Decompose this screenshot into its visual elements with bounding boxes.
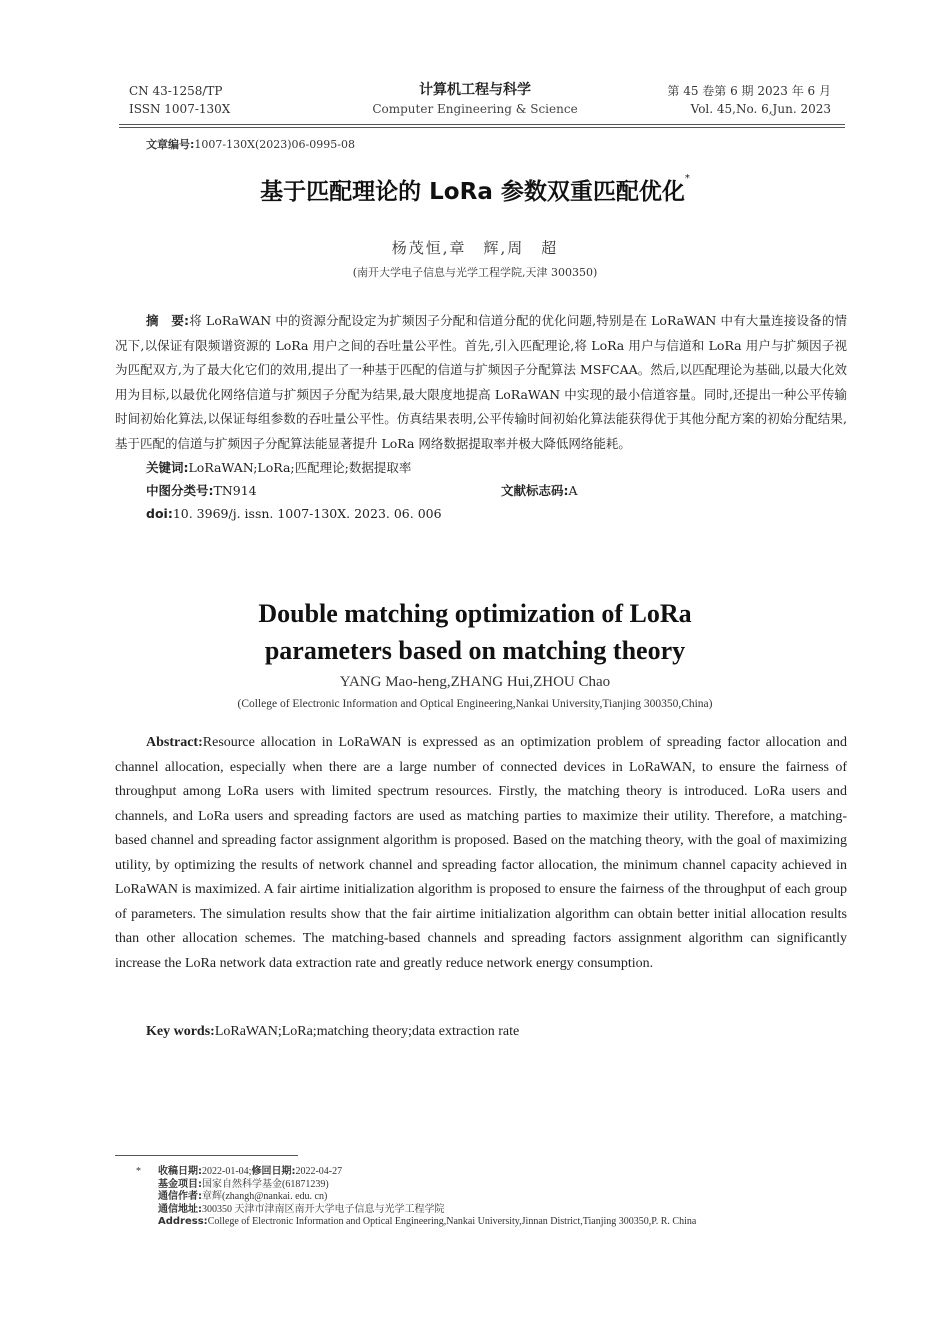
received-date: 2022-01-04; bbox=[202, 1166, 252, 1177]
abstract-cn-label: 摘 要: bbox=[146, 313, 190, 328]
affiliation-cn: (南开大学电子信息与光学工程学院,天津 300350) bbox=[352, 266, 598, 279]
fund-value: 国家自然科学基金(61871239) bbox=[202, 1178, 329, 1190]
article-number-label: 文章编号: bbox=[146, 138, 195, 151]
journal-name-en: Computer Engineering & Science bbox=[372, 102, 578, 116]
classification-line bbox=[115, 479, 847, 502]
issue-cn: 第 45 卷第 6 期 2023 年 6 月 bbox=[667, 84, 831, 98]
title-cn-text: 基于匹配理论的 LoRa 参数双重匹配优化 bbox=[260, 179, 685, 205]
corr-label: 通信作者: bbox=[158, 1191, 202, 1202]
footnote-address-en bbox=[158, 1216, 696, 1229]
footnote-address-cn bbox=[158, 1204, 696, 1217]
revised-label: 修回日期: bbox=[251, 1166, 296, 1177]
affiliation-en: (College of Electronic Information and Optical Engineering,Nankai University,Tianjing 300350,China) bbox=[237, 698, 713, 710]
footnote-corresponding bbox=[158, 1191, 696, 1204]
received-label: 收稿日期: bbox=[158, 1166, 202, 1177]
doc-code-value: A bbox=[568, 483, 578, 498]
header-rule-thick bbox=[119, 124, 845, 125]
issn: ISSN 1007-130X bbox=[129, 102, 231, 116]
issue-en: Vol. 45,No. 6,Jun. 2023 bbox=[690, 102, 831, 116]
abstract-cn-text: 将 LoRaWAN 中的资源分配设定为扩频因子分配和信道分配的优化问题,特别是在 LoRaWAN 中有大量连接设备的情况下,以保证有限频谱资源的 LoRa 用户之间的吞吐量公平性。首先,引入匹配理论,将 LoRa 用户与信道和 LoRa 用户与扩频因子视为匹配双方,为了最大化它们的效用,提出了一种基于匹配的信道与扩频因子分配算法 MSFCAA。然后,以匹配理论为基础,以最大化效用为目标,以最优化网络信道与扩频因子分配为结果,最大限度地提高 LoRaWAN 中实现的最小信道容量。同时,还提出一种公平传输时间初始化算法,以保证每组参数的吞吐量公平性。仿真结果表明,公平传输时间初始化算法能获得优于其他分配方案的初始分配结果,基于匹配的信道与扩频因子分配算法能显著提升 LoRa 网络数据提取率并极大降低网络能耗。 bbox=[115, 313, 847, 451]
addr-en-value: College of Electronic Information and Optical Engineering,Nankai University,Jinnan District,Tianjing 300350,P. R. China bbox=[207, 1216, 697, 1227]
title-footnote-mark: * bbox=[684, 173, 690, 184]
article-number bbox=[146, 136, 355, 152]
abstract-cn-body bbox=[115, 309, 847, 456]
clc-label: 中图分类号: bbox=[146, 483, 214, 498]
abstract-cn bbox=[115, 309, 847, 525]
title-en-line2: parameters based on matching theory bbox=[264, 636, 686, 665]
footnote-dates bbox=[158, 1166, 696, 1179]
doi-line bbox=[115, 502, 847, 525]
keywords-en-value: LoRaWAN;LoRa;matching theory;data extraction rate bbox=[214, 1024, 520, 1039]
keywords-cn-label: 关键词: bbox=[146, 460, 189, 475]
footnote bbox=[136, 1166, 696, 1229]
keywords-en bbox=[146, 1024, 519, 1040]
abstract-en bbox=[115, 731, 847, 976]
clc-value: TN914 bbox=[213, 483, 257, 498]
addr-label: 通信地址: bbox=[158, 1203, 202, 1215]
doi-value: 10. 3969/j. issn. 1007-130X. 2023. 06. 006 bbox=[172, 506, 442, 521]
corr-value: 章辉(zhangh@nankai. edu. cn) bbox=[202, 1191, 328, 1202]
fund-label: 基金项目: bbox=[158, 1178, 202, 1190]
abstract-en-label: Abstract: bbox=[146, 735, 203, 750]
addr-en-label: Address: bbox=[158, 1216, 208, 1227]
authors-cn: 杨茂恒,章 辉,周 超 bbox=[391, 239, 559, 257]
article-number-value: 1007-130X(2023)06-0995-08 bbox=[194, 138, 355, 151]
cn-code: CN 43-1258/TP bbox=[129, 84, 223, 98]
footnote-fund bbox=[158, 1179, 696, 1192]
footnote-star: * bbox=[136, 1166, 141, 1177]
abstract-en-text: Resource allocation in LoRaWAN is expressed as an optimization problem of spreading factor allocation and channel allocation, especially when there are a large number of connected devices in LoRaWAN, to ensure the fairness of throughput among LoRa users with limited spectrum resources. Firstly, the matching theory is introduced. LoRa users and channels, and LoRa users and spreading factors are used as matching parties to maximize their utility. Therefore, a matching-based channel and spreading factor assignment algorithm is proposed. Based on the matching theory, with the goal of maximizing utility, by optimizing the results of network channel and spreading factor allocation, the minimum channel capacity achieved in LoRaWAN is maximized. A fair airtime initialization algorithm is proposed to ensure the fairness of the throughput of each group of parameters. The simulation results show that the fair airtime initialization algorithm can obtain better initial allocation results than other allocation schemes. The matching-based channels and spreading factors assignment algorithm can significantly increase the LoRa network data extraction rate and greatly reduce network energy consumption. bbox=[115, 735, 847, 971]
keywords-cn bbox=[115, 456, 847, 479]
doi-label: doi: bbox=[146, 506, 173, 521]
journal-name-cn: 计算机工程与科学 bbox=[419, 82, 531, 98]
footnote-rule bbox=[115, 1155, 298, 1156]
addr-value: 300350 天津市津南区南开大学电子信息与光学工程学院 bbox=[202, 1203, 445, 1215]
doc-code-label: 文献标志码: bbox=[501, 483, 569, 498]
authors-en: YANG Mao-heng,ZHANG Hui,ZHOU Chao bbox=[339, 674, 611, 690]
header-rule-thin bbox=[119, 127, 845, 128]
keywords-cn-value: LoRaWAN;LoRa;匹配理论;数据提取率 bbox=[188, 460, 412, 475]
doc-code bbox=[501, 479, 578, 502]
keywords-en-label: Key words: bbox=[146, 1024, 215, 1039]
title-en bbox=[0, 595, 950, 669]
title-en-line1: Double matching optimization of LoRa bbox=[258, 599, 692, 628]
revised-date: 2022-04-27 bbox=[295, 1166, 343, 1177]
title-cn bbox=[0, 173, 950, 206]
issue-info bbox=[667, 82, 831, 118]
